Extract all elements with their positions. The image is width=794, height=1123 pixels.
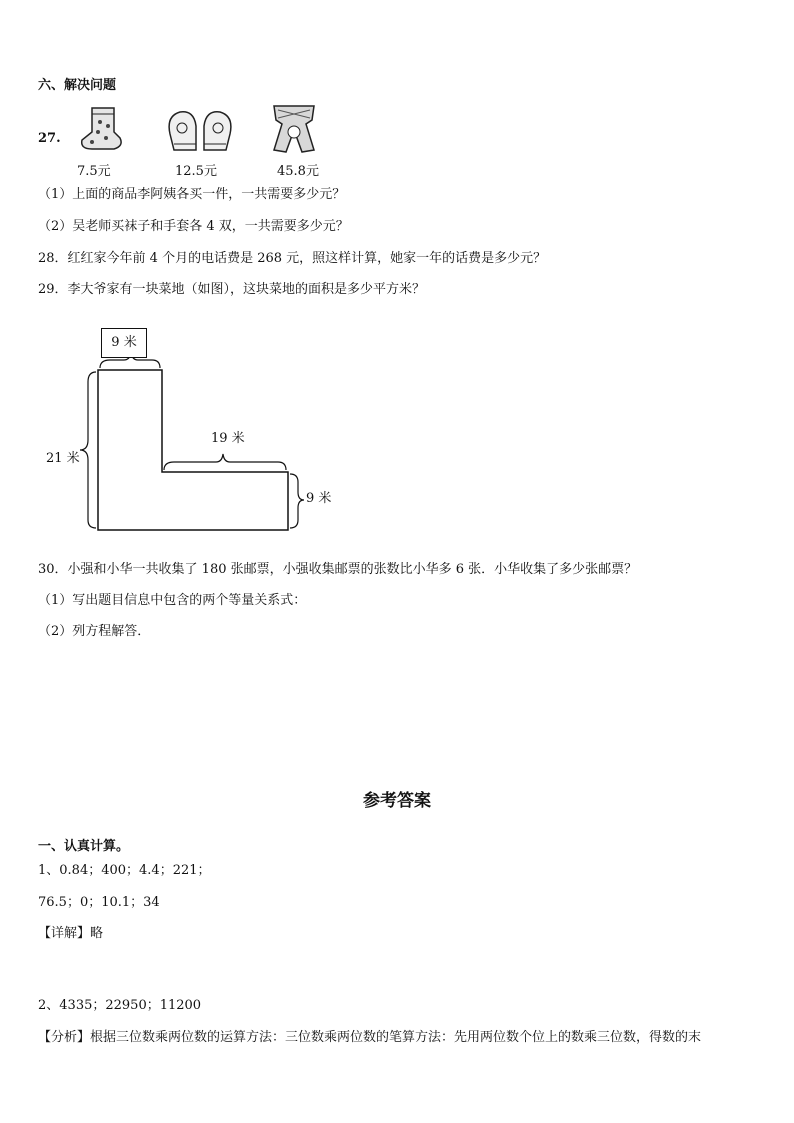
mitten-icon bbox=[164, 104, 236, 156]
dimension-top: 9 米 bbox=[101, 328, 147, 358]
scarf-icon bbox=[266, 100, 322, 158]
answer-1-detail: 【详解】略 bbox=[38, 926, 104, 941]
question-29: 29．李大爷家有一块菜地（如图），这块菜地的面积是多少平方米？ bbox=[38, 282, 426, 297]
question-27-part-2: （2）吴老师买袜子和手套各 4 双，一共需要多少元？ bbox=[38, 219, 349, 234]
section-six-title: 六、解决问题 bbox=[38, 78, 117, 93]
mitten-price: 12.5元 bbox=[175, 164, 217, 179]
answer-1-line-2: 76.5；0；10.1；34 bbox=[38, 895, 160, 910]
question-30-part-1: （1）写出题目信息中包含的两个等量关系式： bbox=[38, 593, 307, 608]
answer-1-line-1: 1、0.84；400；4.4；221； bbox=[38, 863, 211, 878]
dimension-left: 21 米 bbox=[46, 451, 80, 466]
question-27-number: 27. bbox=[38, 131, 61, 146]
answers-heading: 参考答案 bbox=[363, 791, 431, 811]
question-30: 30．小强和小华一共收集了 180 张邮票，小强收集邮票的张数比小华多 6 张．小华收集了多少张邮票？ bbox=[38, 562, 638, 577]
sock-icon bbox=[70, 104, 130, 154]
answer-2-analysis: 【分析】根据三位数乘两位数的运算方法：三位数乘两位数的笔算方法：先用两位数个位上的数乘三位数，得数的末 bbox=[38, 1030, 702, 1045]
scarf-price: 45.8元 bbox=[277, 164, 319, 179]
answer-2-line-1: 2、4335；22950；11200 bbox=[38, 998, 202, 1013]
question-28: 28．红红家今年前 4 个月的电话费是 268 元，照这样计算，她家一年的话费是多少元？ bbox=[38, 251, 547, 266]
dimension-middle: 19 米 bbox=[211, 431, 245, 446]
question-30-part-2: （2）列方程解答． bbox=[38, 624, 151, 639]
l-shaped-plot-figure bbox=[40, 322, 340, 542]
sock-price: 7.5元 bbox=[77, 164, 111, 179]
answers-section-1: 一、认真计算。 bbox=[38, 839, 130, 854]
dimension-right: 9 米 bbox=[306, 491, 332, 506]
question-27-part-1: （1）上面的商品李阿姨各买一件，一共需要多少元？ bbox=[38, 187, 346, 202]
